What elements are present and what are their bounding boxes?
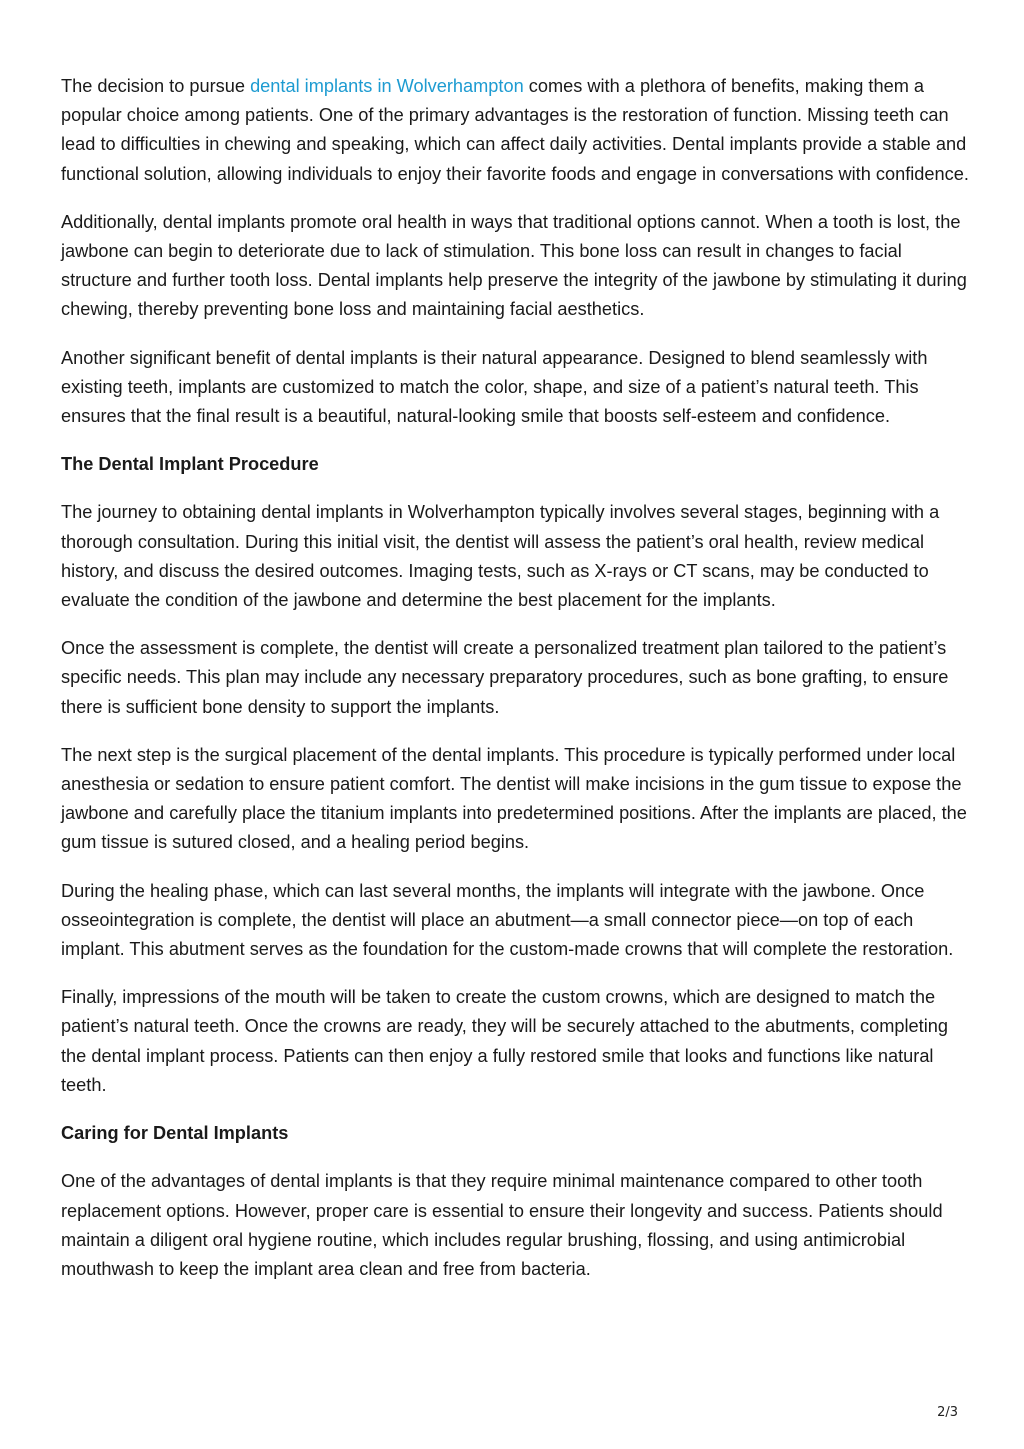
paragraph-maintenance: One of the advantages of dental implants is that they require minimal maintenance compared to other tooth replacement options. However, proper care is essential to ensure their longevity and success. Patients should maintain a diligent oral hygiene routine, which includes regular brushing, flossing, and using antimicrobial mouthwash to keep the implant area clean and free from bacteria. — [61, 1171, 943, 1279]
paragraph-treatment-plan: Once the assessment is complete, the dentist will create a personalized treatment plan tailored to the patient’s specific needs. This plan may include any necessary preparatory procedures, such as bone grafting, to ensure there is sufficient bone density to support the implants. — [61, 638, 949, 717]
paragraph-consultation: The journey to obtaining dental implants in Wolverhampton typically involves several stages, beginning with a thorough consultation. During this initial visit, the dentist will assess the patient’s oral health, review medical history, and discuss the desired outcomes. Imaging tests, such as X-rays or CT scans, may be conducted to evaluate the condition of the jawbone and determine the best placement for the implants. — [61, 502, 940, 611]
paragraph-text: The decision to pursue — [61, 76, 251, 96]
dental-implants-wolverhampton-link[interactable]: dental implants in Wolverhampton — [250, 76, 524, 96]
document-body — [61, 72, 971, 1303]
paragraph-oral-health: Additionally, dental implants promote oral health in ways that traditional options cannot. When a tooth is lost, the jawbone can begin to deteriorate due to lack of stimulation. This bone loss can result in changes to facial structure and further tooth loss. Dental implants help preserve the integrity of the jawbone by stimulating it during chewing, thereby preventing bone loss and maintaining facial aesthetics. — [61, 211, 967, 320]
paragraph-natural-appearance: Another significant benefit of dental implants is their natural appearance. Designed to blend seamlessly with existing teeth, implants are customized to match the color, shape, and size of a patient’s natural teeth. This ensures that the final result is a beautiful, natural-looking smile that boosts self-esteem and confidence. — [61, 347, 928, 427]
paragraph-surgical-placement: The next step is the surgical placement of the dental implants. This procedure is typically performed under local anesthesia or sedation to ensure patient comfort. The dentist will make incisions in the gum tissue to expose the jawbone and carefully place the titanium implants into predetermined positions. After the implants are placed, the gum tissue is sutured closed, and a healing period begins. — [61, 744, 967, 853]
paragraph-text: comes with a plethora of benefits, making them a popular choice among patients. One of the primary advantages is the restoration of function. Missing teeth can lead to difficulties in chewing and speaking, which can affect daily activities. Dental implants provide a stable and functional solution, allowing individuals to enjoy their favorite foods and engage in conversations with confidence. — [61, 76, 969, 184]
paragraph-healing-phase: During the healing phase, which can last several months, the implants will integrate with the jawbone. Once osseointegration is complete, the dentist will place an abutment—a small connector piece—on top of each implant. This abutment serves as the foundation for the custom-made crowns that will complete the restoration. — [61, 880, 954, 960]
paragraph-custom-crowns: Finally, impressions of the mouth will be taken to create the custom crowns, which are designed to match the patient’s natural teeth. Once the crowns are ready, they will be securely attached to the abutments, completing the dental implant process. Patients can then enjoy a fully restored smile that looks and functions like natural teeth. — [61, 987, 948, 1095]
paragraph-benefits-function — [61, 72, 971, 189]
heading-caring: Caring for Dental Implants — [61, 1123, 289, 1144]
page-number: 2/3 — [937, 1405, 958, 1420]
heading-procedure: The Dental Implant Procedure — [61, 454, 319, 475]
